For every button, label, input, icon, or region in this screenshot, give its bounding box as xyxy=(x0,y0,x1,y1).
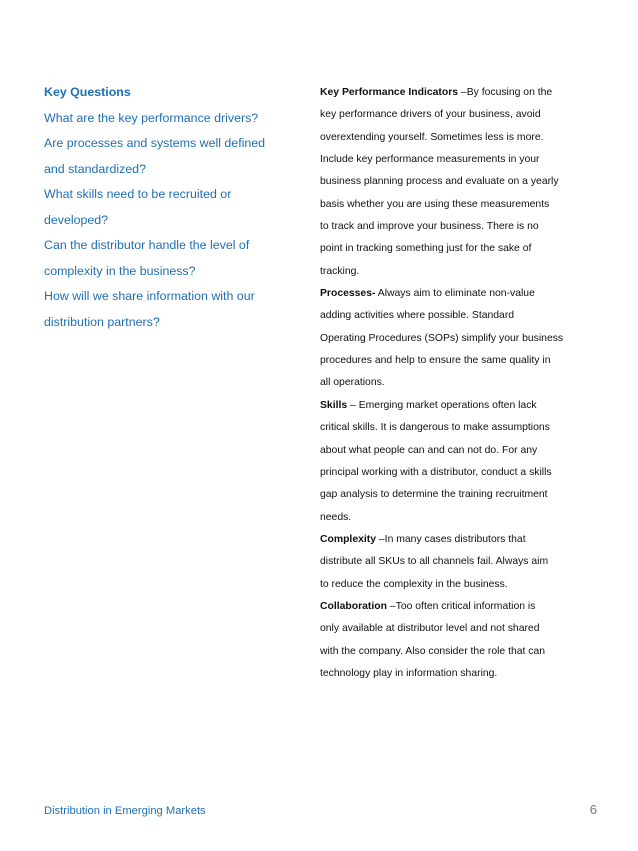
kpi-line: overextending yourself. Sometimes less is more. xyxy=(320,131,544,143)
key-question-line: Are processes and systems well defined xyxy=(44,136,266,150)
skills-line: needs. xyxy=(320,511,352,523)
collaboration-lead: –Too often critical information is xyxy=(386,600,536,612)
collaboration-line: technology play in information sharing. xyxy=(320,667,498,679)
page-number: 6 xyxy=(589,802,597,817)
key-question-line: Can the distributor handle the level of xyxy=(44,238,250,252)
kpi-line: basis whether you are using these measurements xyxy=(320,198,550,210)
key-question-line: developed? xyxy=(44,212,109,227)
kpi-lead-line xyxy=(320,82,595,104)
kpi-line: key performance drivers of your business, avoid xyxy=(320,109,541,121)
kpi-lead: –By focusing on the xyxy=(458,87,553,98)
explanations-column xyxy=(320,82,595,685)
processes-lead-line xyxy=(320,283,595,305)
processes-title: Processes- xyxy=(320,288,376,300)
skills-lead-line xyxy=(320,395,595,417)
key-question-line: How will we share information with our xyxy=(44,289,255,303)
key-question-line: What are the key performance drivers? xyxy=(44,110,259,125)
collaboration-title: Collaboration xyxy=(320,600,387,612)
skills-line: principal working with a distributor, conduct a skills xyxy=(320,466,552,478)
kpi-line: Include key performance measurements in your xyxy=(320,154,540,166)
kpi-line: to track and improve your business. There is no xyxy=(320,221,539,233)
complexity-lead-line xyxy=(320,529,595,551)
footer-title: Distribution in Emerging Markets xyxy=(44,805,206,817)
kpi-title: Key Performance Indicators xyxy=(320,87,459,98)
collaboration-lead-line xyxy=(320,596,595,618)
complexity-lead: –In many cases distributors that xyxy=(376,533,526,545)
complexity-line: to reduce the complexity in the business. xyxy=(320,578,508,590)
collaboration-line: with the company. Also consider the role that can xyxy=(320,645,546,657)
collaboration-line: only available at distributor level and not shared xyxy=(320,623,540,635)
processes-line: Operating Procedures (SOPs) simplify your business xyxy=(320,332,564,344)
processes-line: adding activities where possible. Standard xyxy=(320,310,515,322)
complexity-title: Complexity xyxy=(320,533,377,545)
processes-line: procedures and help to ensure the same quality in xyxy=(320,355,551,367)
skills-line: gap analysis to determine the training recruitment xyxy=(320,489,548,501)
kpi-line: business planning process and evaluate on a yearly xyxy=(320,176,559,188)
key-question-line: What skills need to be recruited or xyxy=(44,187,232,201)
key-question-line: distribution partners? xyxy=(44,314,160,329)
key-question-line: complexity in the business? xyxy=(44,263,196,278)
skills-title: Skills xyxy=(320,399,348,411)
kpi-line: tracking. xyxy=(320,265,360,277)
complexity-line: distribute all SKUs to all channels fail. Always aim xyxy=(320,556,549,568)
key-questions-heading: Key Questions xyxy=(44,85,131,99)
skills-lead: – Emerging market operations often lack xyxy=(347,399,537,411)
processes-line: all operations. xyxy=(320,377,385,389)
key-questions-column xyxy=(44,80,306,335)
processes-lead: Always aim to eliminate non-value xyxy=(375,288,535,300)
skills-line: about what people can and can not do. For any xyxy=(320,444,538,456)
key-question-line: and standardized? xyxy=(44,161,146,176)
kpi-line: point in tracking something just for the sake of xyxy=(320,243,532,255)
skills-line: critical skills. It is dangerous to make assumptions xyxy=(320,422,550,434)
